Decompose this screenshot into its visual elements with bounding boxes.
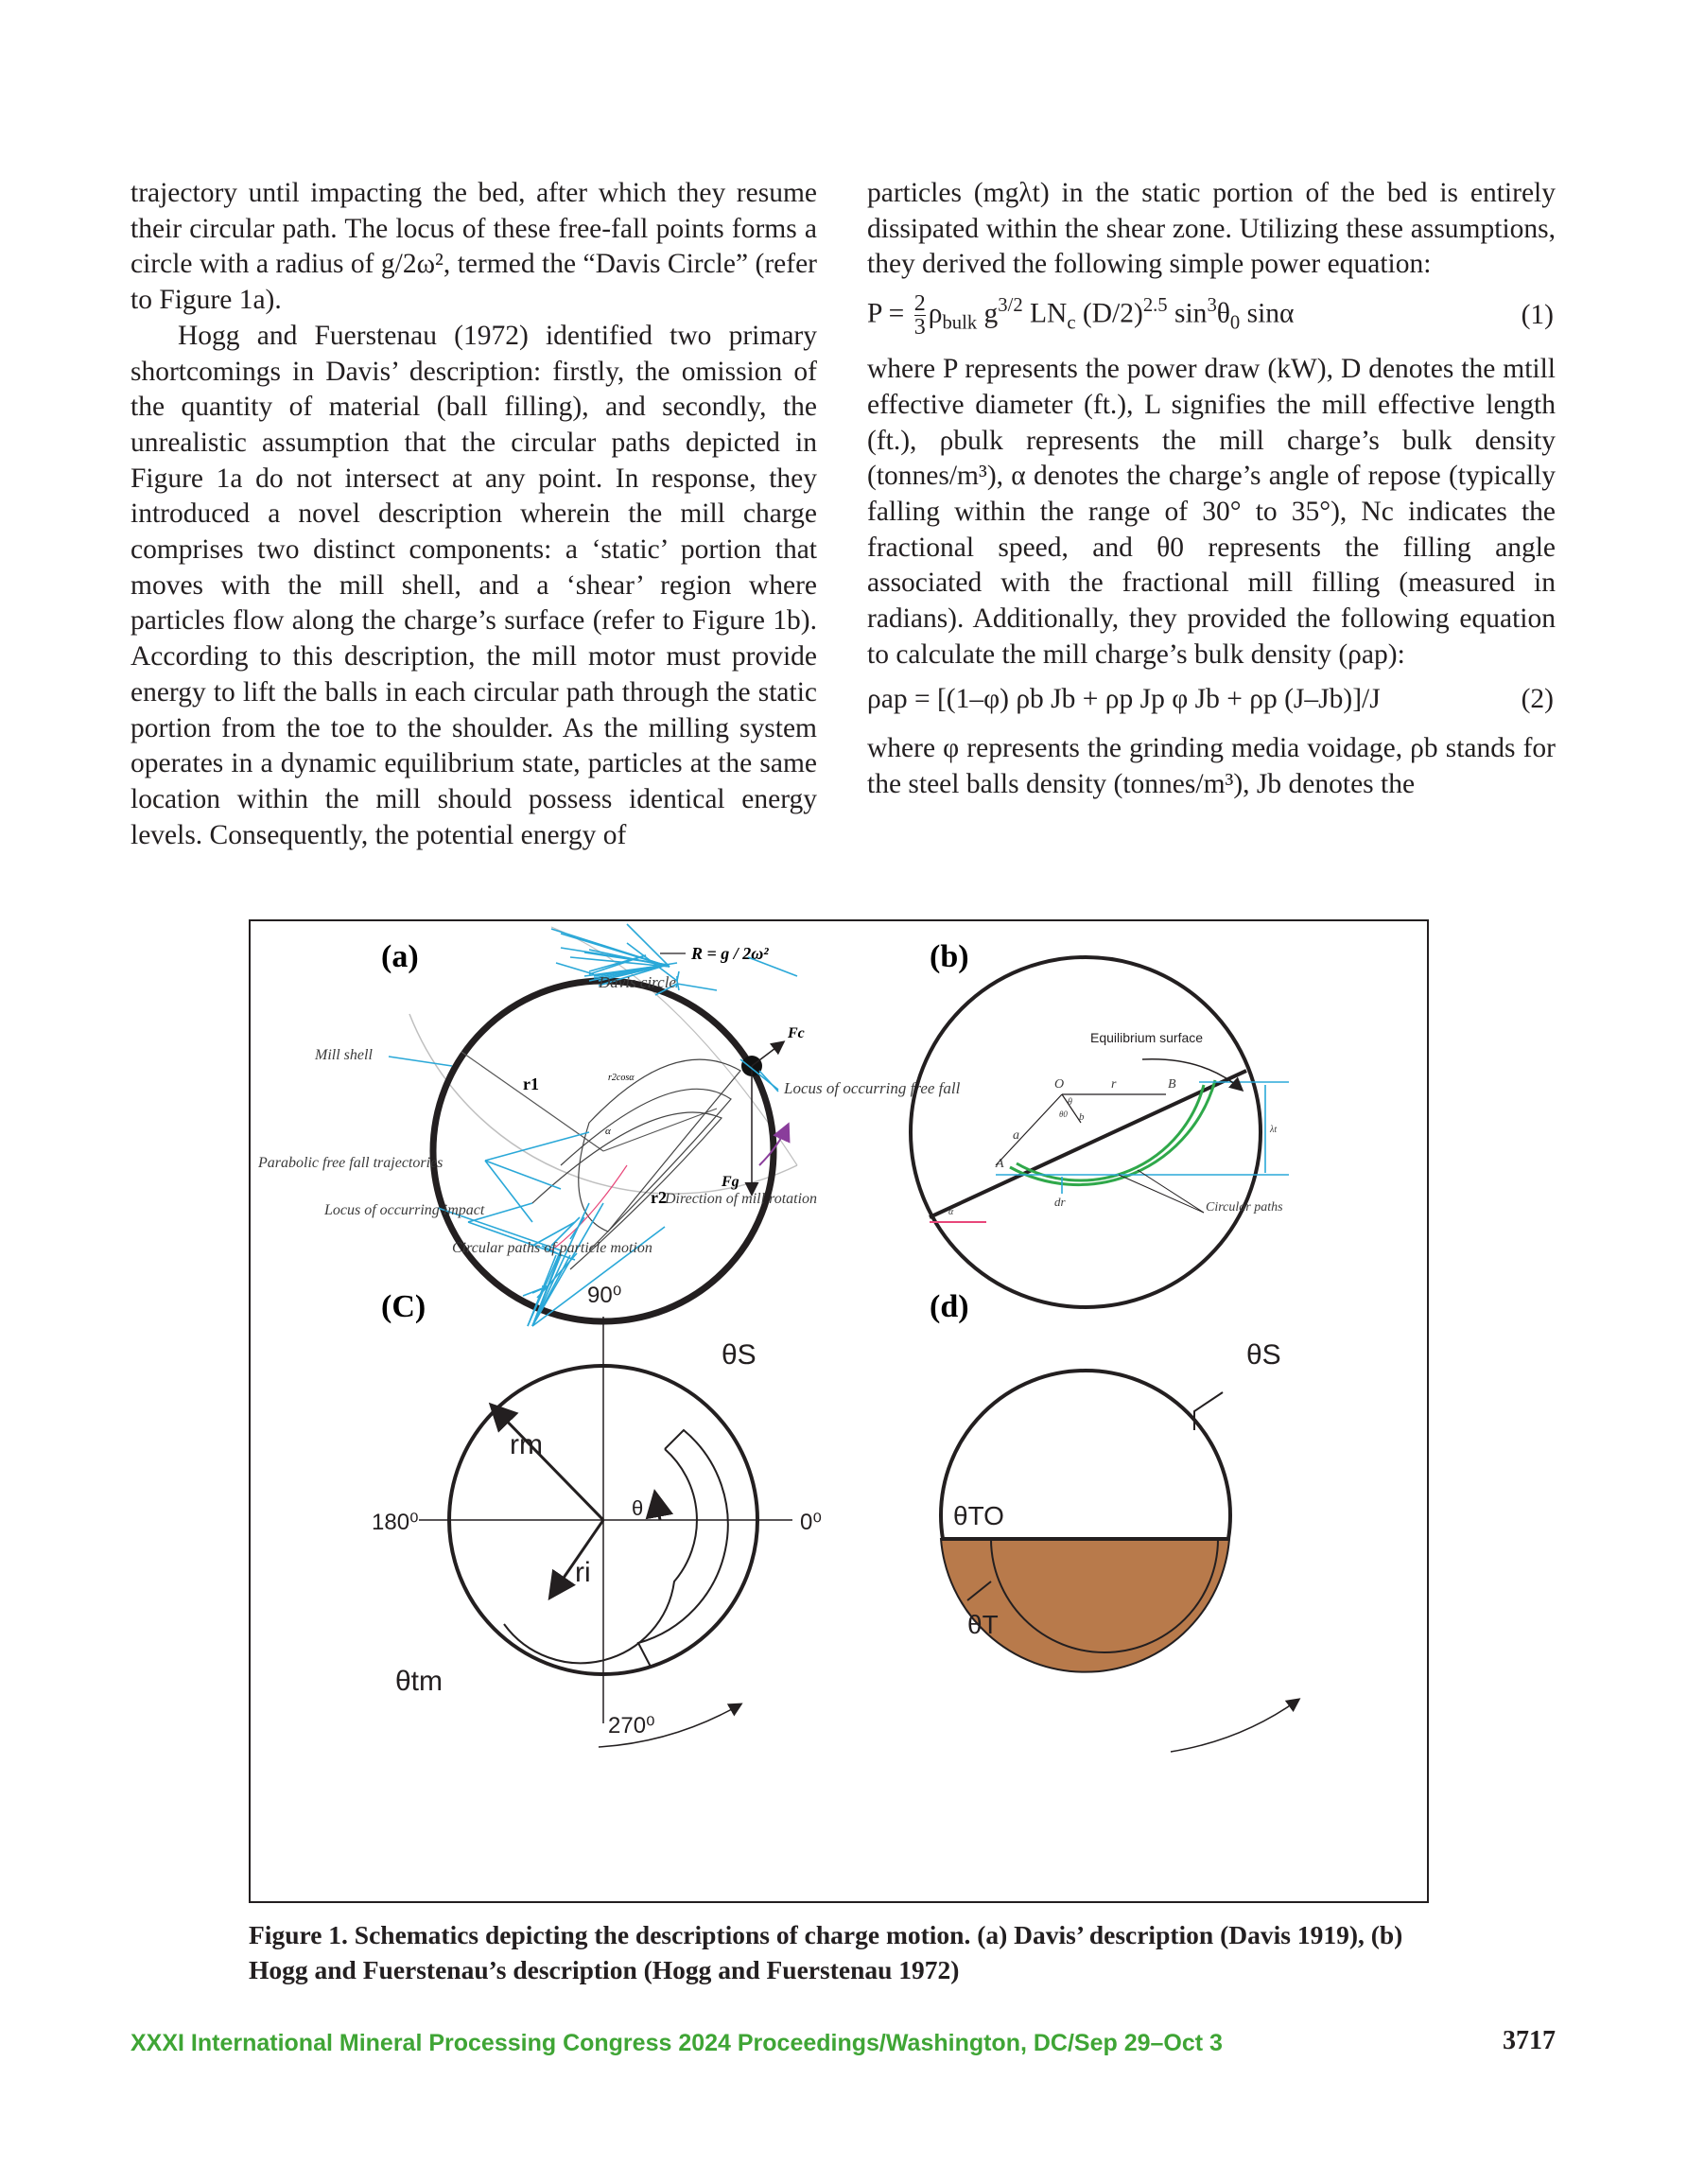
- alpha-b-label: α: [948, 1207, 954, 1217]
- left-column: [130, 176, 817, 853]
- charge-region: [941, 1539, 1229, 1672]
- a-point-label: A: [996, 1157, 1004, 1171]
- deg0-label: 0⁰: [800, 1510, 822, 1535]
- theta0-label: θ0: [1059, 1109, 1068, 1119]
- right-paragraph-2: where P represents the power draw (kW), D denotes the mtill effective diameter (ft.), L signifies the mill effective length (ft.), ρbulk represents the mill charge’s bulk density (tonnes/m³), α denotes the charge’s angle of repose (typically falling within the range of 30° to 35°), Nc indicates the fractional speed, and θ0 represents the filling angle associated with the fractional mill filling (measured in radians). Additionally, they provided the following equation to calculate the mill charge’s bulk density (ρap):: [867, 354, 1556, 670]
- theta-arrow: [655, 1494, 660, 1520]
- ri-label: ri: [575, 1557, 591, 1588]
- deg270-label: 270⁰: [608, 1713, 655, 1738]
- equilibrium-line: [930, 1071, 1246, 1217]
- r2-line: [603, 1109, 717, 1151]
- theta-label: θ: [1068, 1097, 1072, 1108]
- r1-line: [461, 1052, 603, 1151]
- footer-proceedings: XXXI International Mineral Processing Congress 2024 Proceedings/Washington, DC/Sep 29–Oct 3: [130, 2030, 1223, 2056]
- rotation-arrow-d: [1171, 1700, 1298, 1752]
- impact-locus-curve: [551, 1165, 627, 1250]
- fc-label: Fc: [788, 1025, 805, 1041]
- theta-s-label: θS: [722, 1339, 757, 1371]
- circular-paths-a-label: Circular paths of particle motion: [452, 1240, 652, 1256]
- locus-impact-label: Locus of occurring impact: [324, 1202, 485, 1218]
- locus-free-fall-label: Locus of occurring free fall: [784, 1079, 961, 1097]
- lambda-markers: [996, 1082, 1289, 1194]
- fg-label: Fg: [722, 1174, 739, 1190]
- radius-formula: R = g / 2ω²: [691, 944, 769, 963]
- panel-b-mill-circle: [911, 957, 1261, 1307]
- rm-arrow: [493, 1406, 603, 1520]
- rcos-label: r2cosα: [608, 1073, 635, 1083]
- davis-circle-arc: [409, 1014, 797, 1194]
- r-label: r: [1111, 1077, 1117, 1092]
- theta-t-label: θT: [967, 1610, 999, 1639]
- equation-1: [867, 292, 1556, 339]
- b-label: b: [1079, 1111, 1085, 1123]
- fc-arrow: [752, 1042, 783, 1066]
- rm-label: rm: [510, 1429, 543, 1460]
- panel-c-tag: (C): [381, 1289, 426, 1324]
- davis-circle-label: Davis circle: [599, 973, 676, 991]
- right-column: [867, 176, 1556, 803]
- a-line: [996, 1094, 1062, 1165]
- panel-b: [911, 939, 1289, 1307]
- equation-1-formula: P = $\frac{2}{3}$ $\rho_{bulk}$ $g^{3/2}$ $LN_c$ $(D/2)^{2.5}$ $\sin^3\theta_0$ sinα: [867, 291, 1295, 341]
- panel-c: [372, 1283, 822, 1747]
- lambda-label: λt: [1270, 1125, 1278, 1135]
- panel-d: [930, 1289, 1298, 1752]
- equation-2-number: (2): [1521, 684, 1554, 715]
- figure-caption: Figure 1. Schematics depicting the descriptions of charge motion. (a) Davis’ description (Davis 1919), (b) Hogg and Fuerstenau’s description (Hogg and Fuerstenau 1972): [249, 1920, 1403, 1984]
- mill-shell-label: Mill shell: [315, 1047, 373, 1063]
- page-number: 3717: [1503, 2026, 1556, 2055]
- figure-1: [249, 919, 1429, 1903]
- b-point-label: B: [1168, 1077, 1176, 1092]
- direction-label: Direction of mill rotation: [665, 1191, 818, 1207]
- circular-paths-b-label: Circular paths: [1206, 1200, 1283, 1214]
- deg90-label: 90⁰: [587, 1283, 622, 1308]
- right-paragraph-1: particles (mgλt) in the static portion of the bed is entirely dissipated within the shear zone. Utilizing these assumptions, they derived the following simple power equation:: [867, 178, 1556, 280]
- left-paragraph-1: trajectory until impacting the bed, after which they resume their circular path. The locus of these free-fall points forms a circle with a radius of g/2ω², termed the “Davis Circle” (refer to Figure 1a).: [130, 178, 817, 316]
- alpha-label: α: [605, 1126, 611, 1137]
- panel-d-tag: (d): [930, 1289, 969, 1324]
- r2-label: r2: [651, 1188, 667, 1207]
- figure-drawing: [249, 919, 1429, 1903]
- equation-2: [867, 682, 1556, 718]
- panel-a: [257, 924, 961, 1326]
- panel-a-tag: (a): [381, 939, 419, 974]
- panel-b-tag: (b): [930, 939, 969, 974]
- equation-1-number: (1): [1521, 299, 1554, 330]
- left-paragraph-2: Hogg and Fuerstenau (1972) identified two primary shortcomings in Davis’ description: firstly, the omission of the quantity of material (ball filling), and secondly, the unrealistic assumption that the circular paths depicted in Figure 1a do not intersect at any point. In response, they introduced a novel description wherein the mill charge comprises two distinct components: a ‘static’ portion that moves with the mill shell, and a ‘shear’ region where particles flow along the charge’s surface (refer to Figure 1b). According to this description, the mill motor must provide energy to lift the balls in each circular path through the static portion from the toe to the shoulder. As the milling system operates in a dynamic equilibrium state, particles at the same location within the mill should possess identical energy levels. Consequently, the potential energy of: [130, 320, 817, 850]
- equilibrium-arrow: [1142, 1059, 1242, 1090]
- dr-label: dr: [1054, 1195, 1066, 1209]
- o-label: O: [1054, 1077, 1065, 1092]
- a-label: a: [1013, 1128, 1019, 1143]
- equation-2-formula: ρap = [(1–φ) ρb Jb + ρp Jp φ Jb + ρp (J–Jb)]/J: [867, 684, 1381, 715]
- theta-to-label: θTO: [953, 1501, 1004, 1530]
- r1-label: r1: [523, 1075, 539, 1093]
- right-paragraph-3: where φ represents the grinding media voidage, ρb stands for the steel balls density (tonnes/m³), Jb denotes the: [867, 733, 1556, 799]
- theta-s-d-label: θS: [1246, 1339, 1281, 1371]
- equilibrium-label: Equilibrium surface: [1090, 1030, 1204, 1045]
- parabolic-label: Parabolic free fall trajectories: [258, 1155, 443, 1171]
- theta-tm-label: θtm: [395, 1666, 443, 1697]
- theta-c-label: θ: [632, 1496, 644, 1520]
- deg180-label: 180⁰: [372, 1510, 419, 1535]
